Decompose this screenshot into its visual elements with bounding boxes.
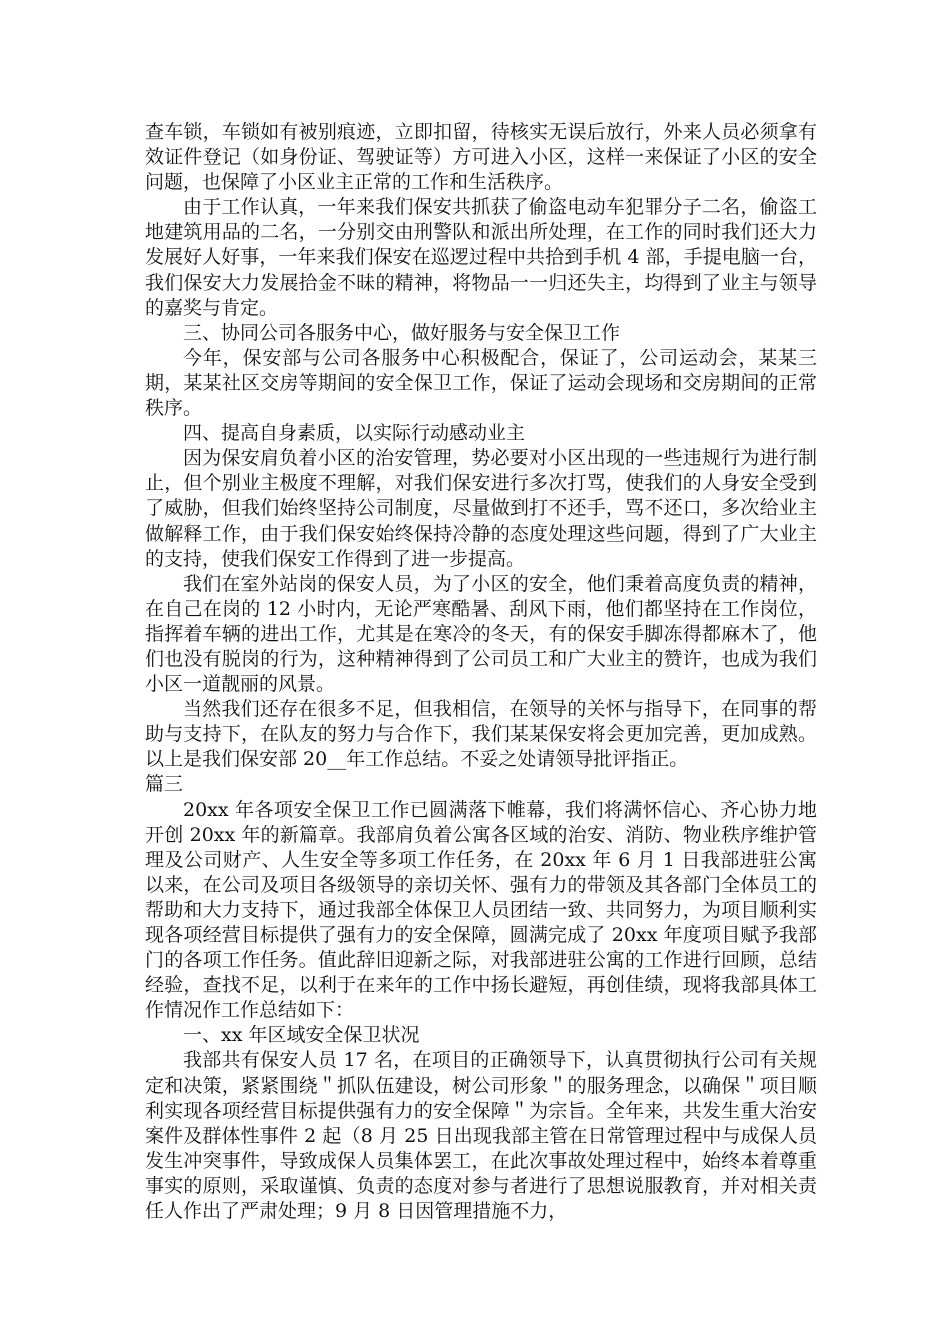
paragraph-cooperation: 今年，保安部与公司各服务中心积极配合，保证了，公司运动会，某某三期，某某社区交房等期间的安全保卫工作，保证了运动会现场和交房期间的正常秩序。 xyxy=(145,346,817,420)
section-heading-1: 一、xx 年区域安全保卫状况 xyxy=(183,1024,420,1047)
paragraph-security-status: 我部共有保安人员 17 名，在项目的正确领导下，认真贯彻执行公司有关规定和决策，紧紧围绕＂抓队伍建设，树公司形象＂的服务理念，以确保＂项目顺利实现各项经营目标提供强有力的安全保障＂为宗旨。全年来，共发生重大治安案件及群体性事件 2 起（8 月 25 日出现我部主管在日常管理过程中与成保人员发生冲突事件，导致成保人员集体罢工，在此次事故处理过程中，始终本着尊重事实的原则，采取谨慎、负责的态度对参与者进行了思想说服教育，并对相关责任人作出了严肃处理；9 月 8 日因管理措施不力， xyxy=(145,1049,817,1223)
section-heading-3: 三、协同公司各服务中心，做好服务与安全保卫工作 xyxy=(183,321,621,344)
paragraph-continuation: 查车锁，车锁如有被别痕迹，立即扣留，待核实无误后放行，外来人员必须拿有效证件登记（如身份证、驾驶证等）方可进入小区，这样一来保证了小区的安全问题，也保障了小区业主正常的工作和生活秩序。 xyxy=(145,121,817,194)
part-three-title: 篇三 xyxy=(145,773,184,796)
section-heading-4: 四、提高自身素质，以实际行动感动业主 xyxy=(183,422,526,445)
document-body xyxy=(145,120,817,1224)
paragraph-arrests: 由于工作认真，一年来我们保安共抓获了偷盗电动车犯罪分子二名，偷盗工地建筑用品的二名，一分别交由刑警队和派出所处理，在工作的同时我们还大力发展好人好事，一年来我们保安在巡逻过程中共拾到手机 4 部，手提电脑一台，我们保安大力发展拾金不昧的精神，将物品一一归还失主，均得到了业主与领导的嘉奖与肯定。 xyxy=(145,196,817,319)
paragraph-outdoor-guards: 我们在室外站岗的保安人员，为了小区的安全，他们秉着高度负责的精神，在自己在岗的 12 小时内，无论严寒酷暑、刮风下雨，他们都坚持在工作岗位，指挥着车辆的进出工作，尤其是在寒冷的冬天，有的保安手脚冻得都麻木了，他们也没有脱岗的行为，这种精神得到了公司员工和广大业主的赞许，也成为我们小区一道靓丽的风景。 xyxy=(145,572,817,696)
paragraph-conclusion: 当然我们还存在很多不足，但我相信，在领导的关怀与指导下，在同事的帮助与支持下，在队友的努力与合作下，我们某某保安将会更加完善，更加成熟。以上是我们保安部 20__年工作总结。不妥之处请领导批评指正。 xyxy=(145,698,817,771)
paragraph-part-three-intro: 20xx 年各项安全保卫工作已圆满落下帷幕，我们将满怀信心、齐心协力地开创 20xx 年的新篇章。我部肩负着公寓各区域的治安、消防、物业秩序维护管理及公司财产、人生安全等多项工作任务，在 20xx 年 6 月 1 日我部进驻公寓以来，在公司及项目各级领导的亲切关怀、强有力的带领及其各部门全体员工的帮助和大力支持下，通过我部全体保卫人员团结一致、共同努力，为项目顺利实现各项经营目标提供了强有力的安全保障，圆满完成了 20xx 年度项目赋予我部门的各项工作任务。值此辞旧迎新之际，对我部进驻公寓的工作进行回顾，总结经验，查找不足，以利于在来年的工作中扬长避短，再创佳绩，现将我部具体工作情况作工作总结如下： xyxy=(145,798,817,1022)
paragraph-conduct: 因为保安肩负着小区的治安管理，势必要对小区出现的一些违规行为进行制止，但个别业主极度不理解，对我们保安进行多次打骂，使我们的人身安全受到了威胁，但我们始终坚持公司制度，尽量做到打不还手，骂不还口，多次给业主做解释工作，由于我们保安始终保持冷静的态度处理这些问题，得到了广大业主的支持，使我们保安工作得到了进一步提高。 xyxy=(145,447,817,570)
